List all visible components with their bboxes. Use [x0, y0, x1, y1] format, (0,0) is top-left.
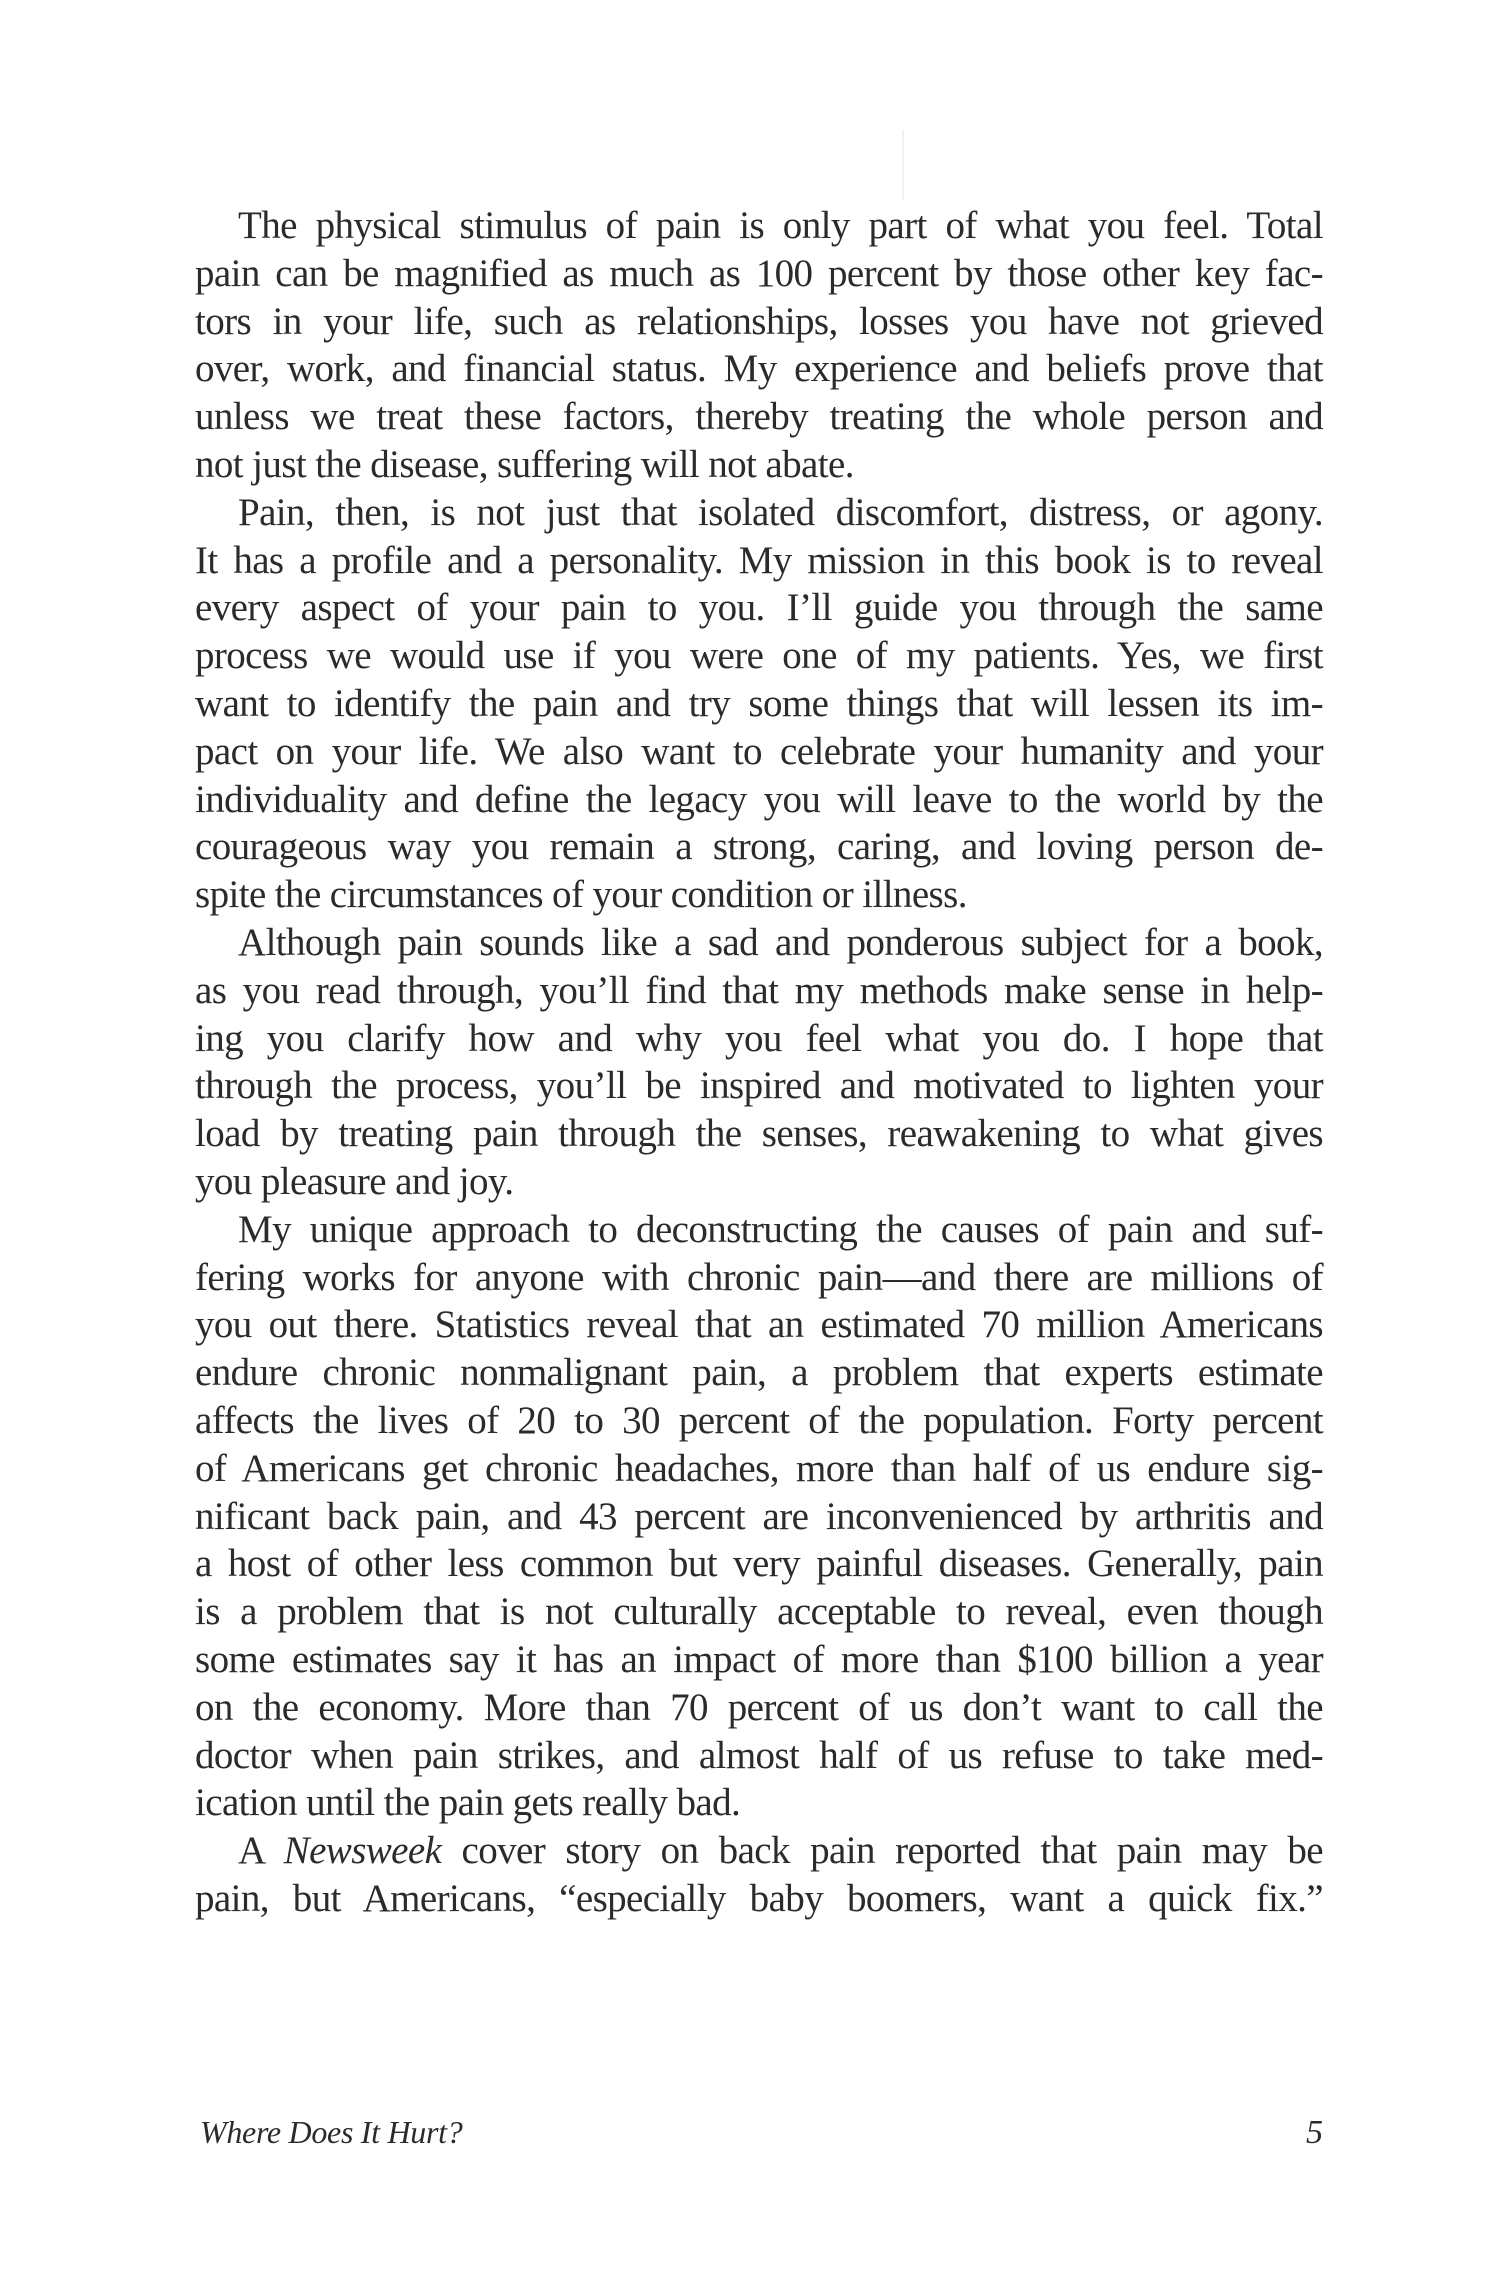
paragraph-2-line: Pain, then, is not just that isolated discomfort, distress, or agony.: [238, 490, 1323, 534]
paragraph-3-line: you pleasure and joy.: [195, 1159, 514, 1203]
paragraph-4-line: is a problem that is not culturally acceptable to reveal, even though: [195, 1590, 1323, 1634]
paragraph-1-line: over, work, and financial status. My experience and beliefs prove that: [195, 347, 1323, 391]
scan-artifact: [902, 130, 904, 200]
text-run: A: [238, 1829, 284, 1873]
publication-title-italic: Newsweek: [283, 1829, 442, 1873]
paragraph-2-line: courageous way you remain a strong, caring, and loving person de-: [195, 825, 1323, 869]
paragraph-3-line: ing you clarify how and why you feel what you do. I hope that: [195, 1016, 1323, 1060]
paragraph-4-line: My unique approach to deconstructing the causes of pain and suf-: [238, 1207, 1323, 1251]
paragraph-4-line: some estimates say it has an impact of more than $100 billion a year: [195, 1637, 1323, 1681]
paragraph-4-line: on the economy. More than 70 percent of us don’t want to call the: [195, 1685, 1323, 1729]
running-footer-title: Where Does It Hurt?: [200, 2114, 463, 2150]
paragraph-3-line: as you read through, you’ll find that my methods make sense in help-: [195, 968, 1323, 1012]
paragraph-2-line: spite the circumstances of your condition or illness.: [195, 873, 967, 917]
paragraph-5-line: pain, but Americans, “especially baby boomers, want a quick fix.”: [195, 1876, 1323, 1920]
paragraph-4-line: ication until the pain gets really bad.: [195, 1781, 741, 1825]
text-run: cover story on back pain reported that pain may be: [441, 1829, 1323, 1873]
paragraph-4-line: of Americans get chronic headaches, more than half of us endure sig-: [195, 1446, 1323, 1490]
paragraph-2-line: It has a profile and a personality. My mission in this book is to reveal: [195, 538, 1323, 582]
paragraph-3-line: Although pain sounds like a sad and ponderous subject for a book,: [238, 920, 1323, 964]
body-text: [195, 202, 1323, 1923]
paragraph-3-line: through the process, you’ll be inspired and motivated to lighten your: [195, 1064, 1323, 1108]
paragraph-2-line: individuality and define the legacy you will leave to the world by the: [195, 777, 1323, 821]
paragraph-3-line: load by treating pain through the senses, reawakening to what gives: [195, 1112, 1323, 1156]
paragraph-4-line: a host of other less common but very painful diseases. Generally, pain: [195, 1542, 1323, 1586]
paragraph-4-line: affects the lives of 20 to 30 percent of the population. Forty percent: [195, 1398, 1323, 1442]
paragraph-4-line: endure chronic nonmalignant pain, a problem that experts estimate: [195, 1351, 1323, 1395]
page-number: 5: [1306, 2114, 1323, 2151]
paragraph-1-line: pain can be magnified as much as 100 percent by those other key fac-: [195, 251, 1323, 295]
paragraph-4-line: you out there. Statistics reveal that an estimated 70 million Americans: [195, 1303, 1323, 1347]
paragraph-1-line: The physical stimulus of pain is only part of what you feel. Total: [238, 204, 1323, 247]
paragraph-2-line: process we would use if you were one of my patients. Yes, we first: [195, 634, 1323, 678]
paragraph-2-line: every aspect of your pain to you. I’ll guide you through the same: [195, 586, 1323, 630]
paragraph-4-line: fering works for anyone with chronic pain—and there are millions of: [195, 1255, 1323, 1299]
paragraph-2-line: want to identify the pain and try some things that will lessen its im-: [195, 681, 1323, 725]
paragraph-2-line: pact on your life. We also want to celebrate your humanity and your: [195, 729, 1323, 773]
paragraph-1-line: unless we treat these factors, thereby treating the whole person and: [195, 395, 1323, 439]
paragraph-4-line: nificant back pain, and 43 percent are inconvenienced by arthritis and: [195, 1494, 1323, 1538]
paragraph-4-line: doctor when pain strikes, and almost half of us refuse to take med-: [195, 1733, 1323, 1777]
paragraph-5-line: [195, 1827, 1323, 1875]
paragraph-1-line: tors in your life, such as relationships, losses you have not grieved: [195, 299, 1323, 343]
paragraph-1-line: not just the disease, suffering will not abate.: [195, 442, 854, 486]
